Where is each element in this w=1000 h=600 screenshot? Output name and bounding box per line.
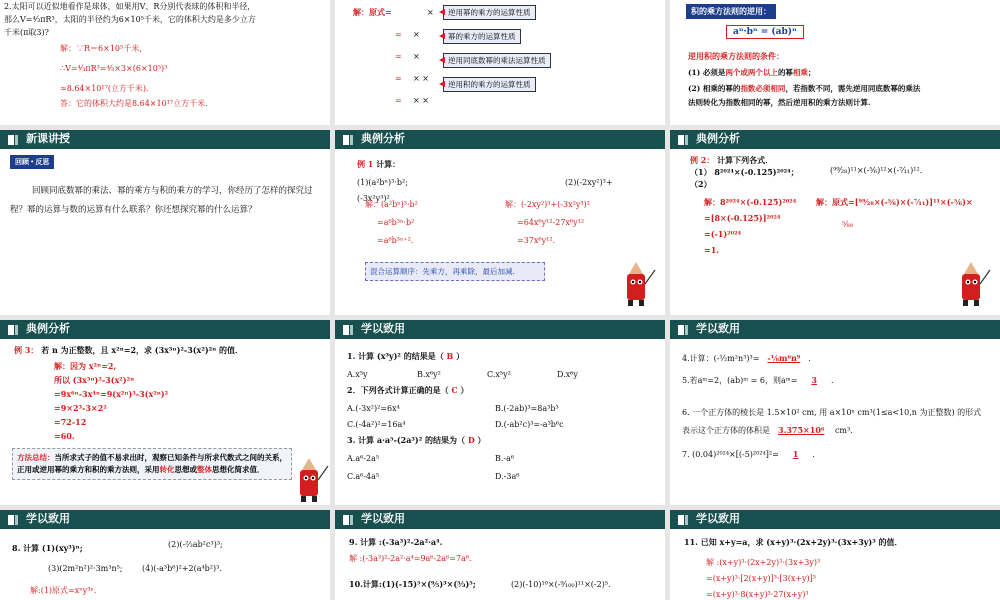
question-10-part-1: 10.计算:(1)(-15)⁵×(⁹⁄₅)³×(⁵⁄₃)⁵; <box>349 579 476 589</box>
header-title: 学以致用 <box>26 512 70 525</box>
times-symbol: × × <box>413 96 429 105</box>
header-title: 学以致用 <box>696 322 740 335</box>
question-8-part-2: (2)(-⅔ab²c³)³; <box>168 540 223 549</box>
header-bar-icon <box>343 515 349 525</box>
q3-option-b: B.-a⁶ <box>495 454 515 463</box>
rule-inverse-same-base-product: 逆用同底数幂的乘法运算性质 <box>443 53 551 68</box>
problem-line-1: 2.太阳可以近似地看作是球体，如果用V、R分别代表球的体积和半径， <box>4 2 256 11</box>
slide-header <box>335 130 665 149</box>
conditions-title: 逆用积的乘方法则的条件： <box>688 51 784 61</box>
times-symbol: × × <box>413 74 429 83</box>
rule-formula: aⁿ·bⁿ = (ab)ⁿ <box>726 25 804 39</box>
times-symbol: × <box>427 8 434 17</box>
pencil-mascot-icon <box>288 456 330 504</box>
part-1: (1)(a²bⁿ)³·b²; <box>357 178 408 187</box>
question-9: 9. 计算 :(-3a³)²-2a²·a⁴. <box>349 537 443 547</box>
solution-line-3: =9x⁶ⁿ-3x⁴ⁿ=9(x²ⁿ)³-3(x²ⁿ)² <box>54 389 169 399</box>
solution-1-line-1: 解：(a²bⁿ)³·b² <box>365 200 418 209</box>
example-prompt: 例 2： 计算下列各式． <box>690 155 774 165</box>
answer-5: 3 <box>811 375 817 385</box>
question-2: 2．下列各式计算正确的是（ C ） <box>347 385 469 395</box>
header-bar-icon <box>678 135 684 145</box>
part-1: （1） 8²⁰²⁴×(-0.125)²⁰²⁴； <box>690 167 799 177</box>
question-6: 6. 一个正方体的棱长是 1.5×10² cm, 用 a×10ⁿ cm³(1≤a<10,n 为正整数) 的形式表示这个正方体的体积是 3.375×10⁶ cm³. <box>682 408 982 435</box>
rule-inverse-power-of-product: 逆用积的乘方的运算性质 <box>443 77 536 92</box>
question-4: 4.计算：(-½m²n³)³= -⅛m⁶n⁹ . <box>682 353 811 363</box>
review-tag: 回顾 • 反思 <box>10 155 54 169</box>
solution-label: 解：原式= <box>353 7 392 17</box>
pencil-mascot-icon <box>950 260 992 308</box>
solution-2-line-2: ⁵⁄₈₈ <box>842 220 853 229</box>
answer-3: D <box>467 435 475 445</box>
q1-option-b: B.x⁶y² <box>417 370 441 379</box>
part-2-expression: (⁹⁹⁄₂₈)¹¹×(-⁵⁄₆)¹²×(-⁷⁄₁₁)¹². <box>830 166 923 175</box>
solution-2-line-1: 解：原式=[⁹⁹⁄₂₈×(-⁵⁄₆)×(-⁷⁄₁₁)]¹¹×(-⁵⁄₆)× <box>816 197 973 207</box>
rule-heading: 积的乘方法则的逆用： <box>686 4 776 19</box>
solution-1-line-1: 解：8²⁰²⁴×(-0.125)²⁰²⁴ <box>704 197 797 207</box>
slide-practice-choice <box>335 320 665 505</box>
solution-line-2: =(x+y)³·[2(x+y)]³·[3(x+y)]³ <box>706 574 817 583</box>
q3-option-a: A.a⁶-2a⁵ <box>347 454 380 463</box>
slide-header <box>0 510 330 529</box>
header-title: 典例分析 <box>696 132 740 145</box>
q3-option-d: D.-3a⁶ <box>495 472 520 481</box>
header-title: 典例分析 <box>361 132 405 145</box>
condition-2: (2) 相乘的幂的指数必须相同，若指数不同，需先逆用同底数幂的乘法 <box>688 84 921 93</box>
solution-2-line-2: =64x⁶y¹²-27x⁶y¹² <box>517 218 585 227</box>
slide-header <box>335 320 665 339</box>
slide-header <box>670 320 1000 339</box>
solution-1-line-2: =a⁶b³ⁿ·b² <box>377 218 415 227</box>
header-title: 学以致用 <box>696 512 740 525</box>
solution-line-1: 解 :(x+y)³·(2x+2y)³·(3x+3y)³ <box>706 558 821 567</box>
slide-example-2 <box>670 130 1000 315</box>
equals-sign: = <box>395 30 402 39</box>
header-bar-icon <box>343 135 349 145</box>
slide-inverse-product-rule <box>670 0 1000 125</box>
header-bar-icon <box>8 325 14 335</box>
solution-1-line-3: =(-1)²⁰²⁴ <box>704 229 742 239</box>
question-7: 7. (0.04)²⁰²⁴×[(-5)²⁰²⁴]²= 1 . <box>682 449 815 459</box>
slide-practice-8 <box>0 510 330 600</box>
equals-sign: = <box>395 96 402 105</box>
question-8-part-3: (3)(2m²n²)²·3m³n⁵; <box>48 564 123 573</box>
slide-operation-rules <box>335 0 665 125</box>
solution-line-3: ≈8.64×10¹⁷(立方千米). <box>60 84 149 93</box>
q2-option-a: A.(-3x²)²=6x⁴ <box>347 404 400 413</box>
slide-review <box>0 130 330 315</box>
q1-option-d: D.x⁶y <box>557 370 578 379</box>
q1-option-a: A.x⁵y <box>347 370 368 379</box>
pencil-mascot-icon <box>615 260 657 308</box>
question-8-part-4: (4)(-a³b⁶)²+2(a⁴b²)³. <box>142 564 222 573</box>
solution-line-1: 解：因为 x²ⁿ=2, <box>54 361 117 371</box>
slide-header <box>670 510 1000 529</box>
slide-example-3 <box>0 320 330 505</box>
slide-header <box>670 130 1000 149</box>
order-of-operations-note: 混合运算顺序：先乘方，再乘除，最后加减. <box>365 262 545 281</box>
example-prompt: 例 3： 若 n 为正整数，且 x²ⁿ=2，求 (3x³ⁿ)²-3(x²)²ⁿ 的值． <box>14 345 244 355</box>
solution-line-4: =9×2³-3×2² <box>54 403 107 413</box>
q2-option-b: B.(-2ab)³=8a³b³ <box>495 404 559 413</box>
q2-option-c: C.(-4a²)²=16a⁴ <box>347 420 406 429</box>
slide-practice-9-10 <box>335 510 665 600</box>
slide-sun-volume <box>0 0 330 125</box>
answer-6: 3.375×10⁶ <box>778 424 825 435</box>
condition-1: (1) 必须是两个或两个以上的幂相乘； <box>688 68 816 77</box>
times-symbol: × <box>413 52 420 61</box>
answer-7: 1 <box>792 449 799 459</box>
solution-line-2: ∴V=⁴⁄₃πR³=⁴⁄₃×3×(6×10⁵)³ <box>60 64 168 73</box>
slide-practice-11 <box>670 510 1000 600</box>
question-1: 1. 计算 (x³y)² 的结果是（ B ） <box>347 351 465 361</box>
header-bar-icon <box>678 325 684 335</box>
answer-2: C <box>451 385 458 395</box>
q3-option-c: C.a⁶-4a⁵ <box>347 472 380 481</box>
header-title: 学以致用 <box>361 322 405 335</box>
times-symbol: × <box>413 30 420 39</box>
question-3: 3. 计算 a·a⁵-(2a³)² 的结果为（ D ） <box>347 435 486 445</box>
header-bar-icon <box>343 325 349 335</box>
question-5: 5.若aᵐ=2，(ab)ᵐ = 6，则aᵐ= 3 . <box>682 375 834 385</box>
solution-1-line-4: =1. <box>704 245 720 255</box>
q2-option-d: D.(-ab²c)³=-a³b⁶c <box>495 420 564 429</box>
rule-power-of-power: 幂的乘方的运算性质 <box>443 29 521 44</box>
q1-option-c: C.x⁵y² <box>487 370 511 379</box>
slide-header <box>335 510 665 529</box>
solution-line-1: 解：∵R＝6×10⁵千米， <box>60 44 148 53</box>
slide-example-1 <box>335 130 665 315</box>
solution-line-5: =72-12 <box>54 417 87 427</box>
solution-line: 解:(1)原式=xⁿy³ⁿ. <box>30 586 97 595</box>
example-prompt: 例 1 计算： <box>357 159 401 169</box>
equals-sign: = <box>395 74 402 83</box>
method-summary: 方法总结：当所求式子的值不易求出时，观察已知条件与所求代数式之间的关系，正用或逆用幂的乘方和积的乘方法则，采用转化思想或整体思想化简求值． <box>12 448 292 480</box>
rule-inverse-power-of-power: 逆用幂的乘方的运算性质 <box>443 5 536 20</box>
condition-2-cont: 法则转化为指数相同的幂，然后逆用积的乘方法则计算. <box>688 98 871 107</box>
problem-line-3: 千米(π取3)? <box>4 28 49 37</box>
answer-1: B <box>446 351 454 361</box>
solution-1-line-3: =a⁶b³ⁿ⁺². <box>377 236 414 245</box>
answer-4: -⅛m⁶n⁹ <box>767 353 801 363</box>
solution-line-2: 所以 (3x³ⁿ)²-3(x²)²ⁿ <box>54 375 135 385</box>
question-10-part-2: (2)(-10)¹⁰×(-⁹⁄₁₀₀)¹¹×(-2)⁵. <box>511 580 611 589</box>
solution-2-line-1: 解：(-2xy²)³+(-3x²y³)² <box>505 200 590 209</box>
answer-line: 答：它的体积大约是8.64×10¹⁷立方千米. <box>60 99 208 108</box>
problem-line-2: 那么V=⁴⁄₃πR³，太阳的半径约为6×10⁵千米，它的体积大约是多少立方 <box>4 15 256 24</box>
slide-header <box>0 130 330 149</box>
question-8-part-1: 8. 计算 (1)(xy³)ⁿ; <box>12 543 83 553</box>
header-title: 学以致用 <box>361 512 405 525</box>
slide-practice-fill <box>670 320 1000 505</box>
solution-line-6: =60. <box>54 431 75 441</box>
header-bar-icon <box>8 515 14 525</box>
review-text: 回顾同底数幂的乘法、幂的乘方与积的乘方的学习，你经历了怎样的探究过程？幂的运算与数的运算有什么联系？你还想探究幂的什么运算？ <box>10 186 313 215</box>
part-2-label: （2） <box>690 179 712 189</box>
solution-9: 解 :(-3a³)²-2a²·a⁴=9a⁶-2a⁶=7a⁶. <box>349 554 472 563</box>
header-bar-icon <box>8 135 14 145</box>
header-bar-icon <box>678 515 684 525</box>
solution-1-line-2: =[8×(-0.125)]²⁰²⁴ <box>704 213 781 223</box>
solution-2-line-3: =37x⁶y¹². <box>517 236 556 245</box>
slide-header <box>0 320 330 339</box>
equals-sign: = <box>395 52 402 61</box>
header-title: 新课讲授 <box>26 132 70 145</box>
part-2-cont: (-3x²y³)² <box>357 194 390 203</box>
header-title: 典例分析 <box>26 322 70 335</box>
part-2: (2)(-2xy²)³+ <box>565 178 613 187</box>
question-11: 11. 已知 x+y=a，求 (x+y)³·(2x+2y)³·(3x+3y)³ 的值． <box>684 537 903 547</box>
solution-line-3: =(x+y)³·8(x+y)³·27(x+y)³ <box>706 590 809 599</box>
